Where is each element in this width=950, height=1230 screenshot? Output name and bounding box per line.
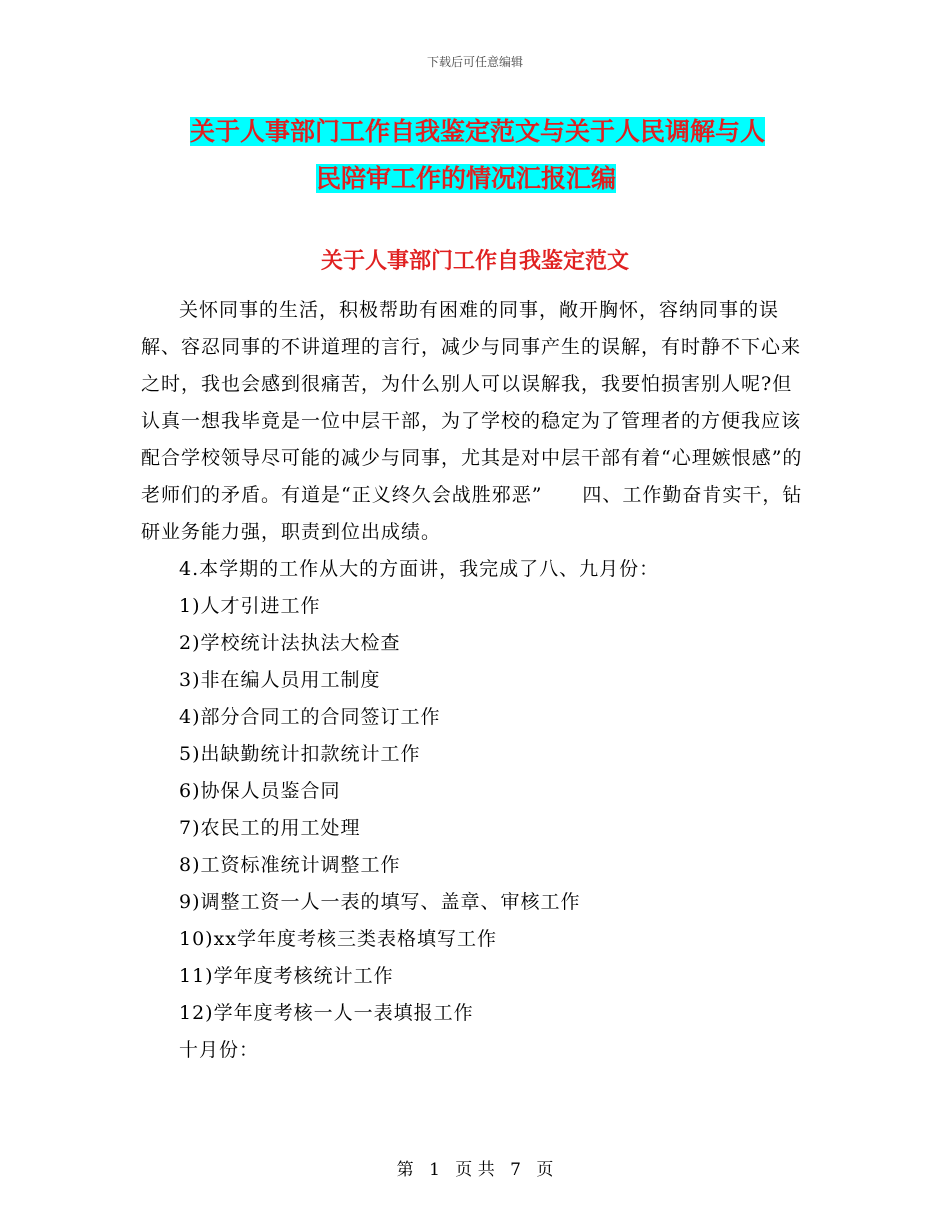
list-item: 2)学校统计法执法大检查: [179, 632, 401, 654]
title-line-1-text: 关于人事部门工作自我鉴定范文与关于人民调解与人: [190, 117, 766, 146]
list-item: 9)调整工资一人一表的填写、盖章、审核工作: [179, 891, 581, 913]
list-item: 十月份：: [179, 1039, 260, 1061]
list-item: 4)部分合同工的合同签订工作: [179, 706, 441, 728]
list-item: 5)出缺勤统计扣款统计工作: [179, 743, 421, 765]
list-item: 8)工资标准统计调整工作: [179, 854, 401, 876]
list-item: 12)学年度考核一人一表填报工作: [179, 1002, 474, 1024]
task-list: [141, 588, 811, 1069]
document-title: [190, 108, 810, 202]
footer-suffix: 页: [536, 1160, 554, 1180]
title-line-1: [190, 108, 810, 155]
paragraph-1: 关怀同事的生活，积极帮助有困难的同事，敞开胸怀，容纳同事的误解、容忍同事的不讲道理的言行，减少与同事产生的误解，有时静不下心来之时，我也会感到很痛苦，为什么别人可以误解我，我要怕损害别人呢?但认真一想我毕竟是一位中层干部，为了学校的稳定为了管理者的方便我应该配合学校领导尽可能的减少与同事，尤其是对中层干部有着“心理嫉恨感”的老师们的矛盾。有道是“正义终久会战胜邪恶” 四、工作勤奋肯实干，钻研业务能力强，职责到位出成绩。: [141, 299, 803, 543]
list-item: 1)人才引进工作: [179, 595, 321, 617]
footer-page-number: 1: [429, 1160, 440, 1180]
paragraph-2: 4.本学期的工作从大的方面讲，我完成了八、九月份：: [179, 558, 660, 580]
page-footer: [0, 1155, 950, 1180]
title-line-2: [190, 155, 810, 202]
section-title: 关于人事部门工作自我鉴定范文: [320, 249, 629, 274]
list-item: 6)协保人员鉴合同: [179, 780, 341, 802]
header-note: 下载后可任意编辑: [426, 55, 523, 69]
document-body: [141, 292, 811, 1069]
footer-prefix: 第: [396, 1160, 414, 1180]
footer-total-pages: 7: [510, 1160, 521, 1180]
list-item: 7)农民工的用工处理: [179, 817, 361, 839]
list-item: 10)xx学年度考核三类表格填写工作: [179, 928, 498, 950]
footer-mid: 页 共: [455, 1160, 495, 1180]
list-item: 11)学年度考核统计工作: [179, 965, 394, 987]
list-item: 3)非在编人员用工制度: [179, 669, 381, 691]
title-line-2-text: 民陪审工作的情况汇报汇编: [316, 164, 617, 193]
